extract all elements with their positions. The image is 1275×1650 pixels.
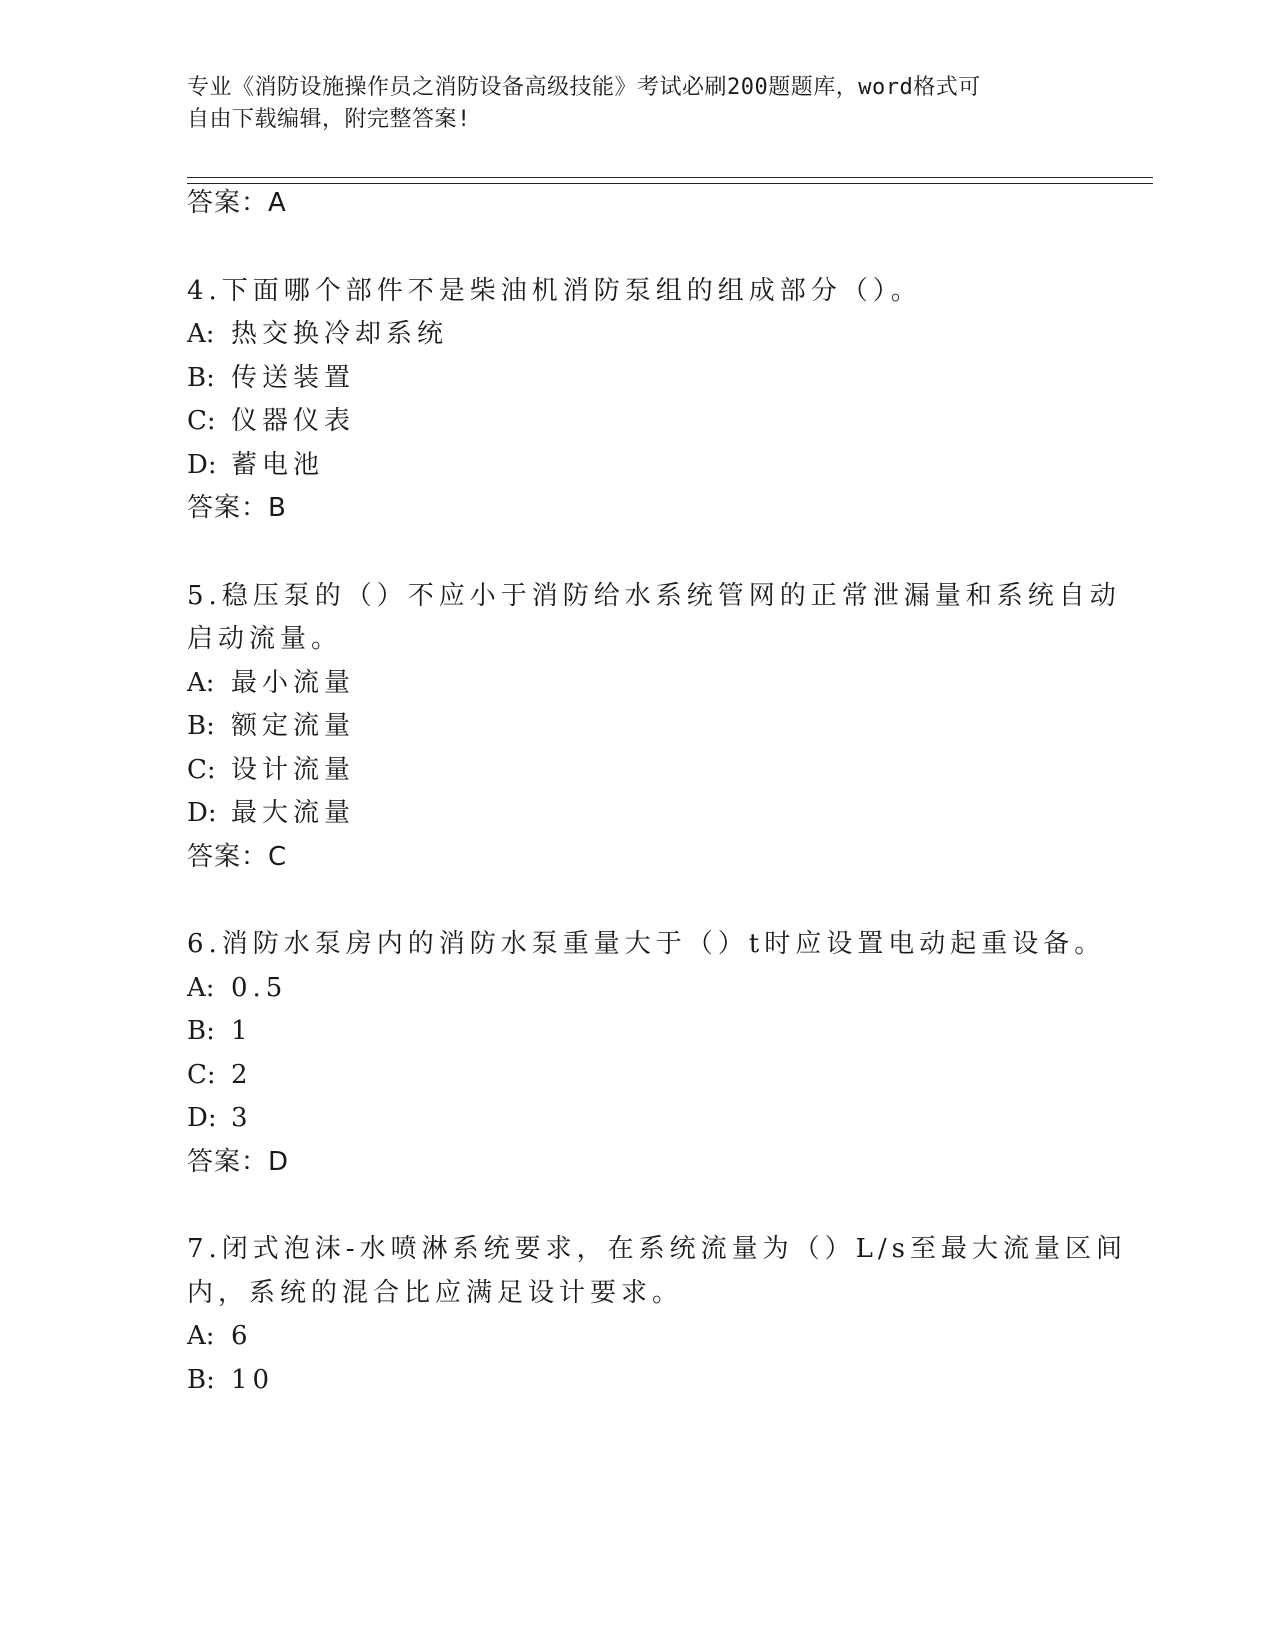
option-text: 3 [231,1103,253,1133]
question-6-option-d [187,1102,253,1134]
question-5-option-a [187,667,355,699]
option-letter: A: [187,319,215,349]
document-header [187,72,1067,136]
question-5-answer: 答案：C [187,842,288,872]
option-text: 1 [231,1016,253,1046]
header-line-1: 专业《消防设施操作员之消防设备高级技能》考试必刷200题题库，word格式可 [187,75,981,100]
option-text: 最小流量 [231,668,356,698]
question-4-stem: 4.下面哪个部件不是柴油机消防泵组的组成部分（）。 [187,276,922,306]
question-6-option-b [187,1015,253,1047]
header-divider-top [187,177,1153,178]
option-letter: C: [187,755,216,785]
option-text: 蓄电池 [231,450,325,480]
question-7-stem-line-1: 7.闭式泡沫-水喷淋系统要求，在系统流量为（）L/s至最大流量区间 [187,1234,1127,1264]
option-letter: D: [187,798,217,828]
question-5-option-c [187,754,355,786]
question-5-stem-line-1: 5.稳压泵的（）不应小于消防给水系统管网的正常泄漏量和系统自动 [187,581,1121,611]
option-letter: C: [187,406,216,436]
option-text: 额定流量 [231,711,356,741]
option-text: 热交换冷却系统 [231,319,449,349]
question-6-stem: 6.消防水泵房内的消防水泵重量大于（）t时应设置电动起重设备。 [187,929,1106,959]
option-letter: D: [187,450,217,480]
option-letter: A: [187,1321,215,1351]
question-4-option-b [187,362,355,394]
question-4-answer: 答案：B [187,493,287,523]
question-7-option-a [187,1320,253,1352]
option-letter: B: [187,1016,215,1046]
question-7-stem-line-2: 内，系统的混合比应满足设计要求。 [187,1278,684,1308]
option-text: 2 [231,1060,253,1090]
option-letter: B: [187,711,215,741]
option-letter: A: [187,973,215,1003]
question-4-option-c [187,405,355,437]
option-letter: D: [187,1103,217,1133]
question-4-option-a [187,318,448,350]
question-7-option-b [187,1364,274,1396]
header-divider-bottom [187,183,1153,184]
option-text: 0.5 [231,973,288,1003]
option-letter: B: [187,1365,215,1395]
option-letter: A: [187,668,215,698]
option-letter: C: [187,1060,216,1090]
option-text: 最大流量 [231,798,356,828]
header-line-2: 自由下载编辑，附完整答案! [187,107,471,132]
option-text: 传送装置 [231,363,356,393]
question-6-answer: 答案：D [187,1147,290,1177]
option-text: 10 [231,1365,275,1395]
question-5-option-d [187,797,355,829]
option-letter: B: [187,363,215,393]
answer-previous: 答案：A [187,188,287,218]
question-5-stem-line-2: 启动流量。 [187,624,343,654]
option-text: 6 [231,1321,253,1351]
question-6-option-c [187,1059,253,1091]
option-text: 仪器仪表 [231,406,356,436]
question-6-option-a [187,972,287,1004]
question-5-option-b [187,710,355,742]
question-4-option-d [187,449,324,481]
option-text: 设计流量 [231,755,356,785]
